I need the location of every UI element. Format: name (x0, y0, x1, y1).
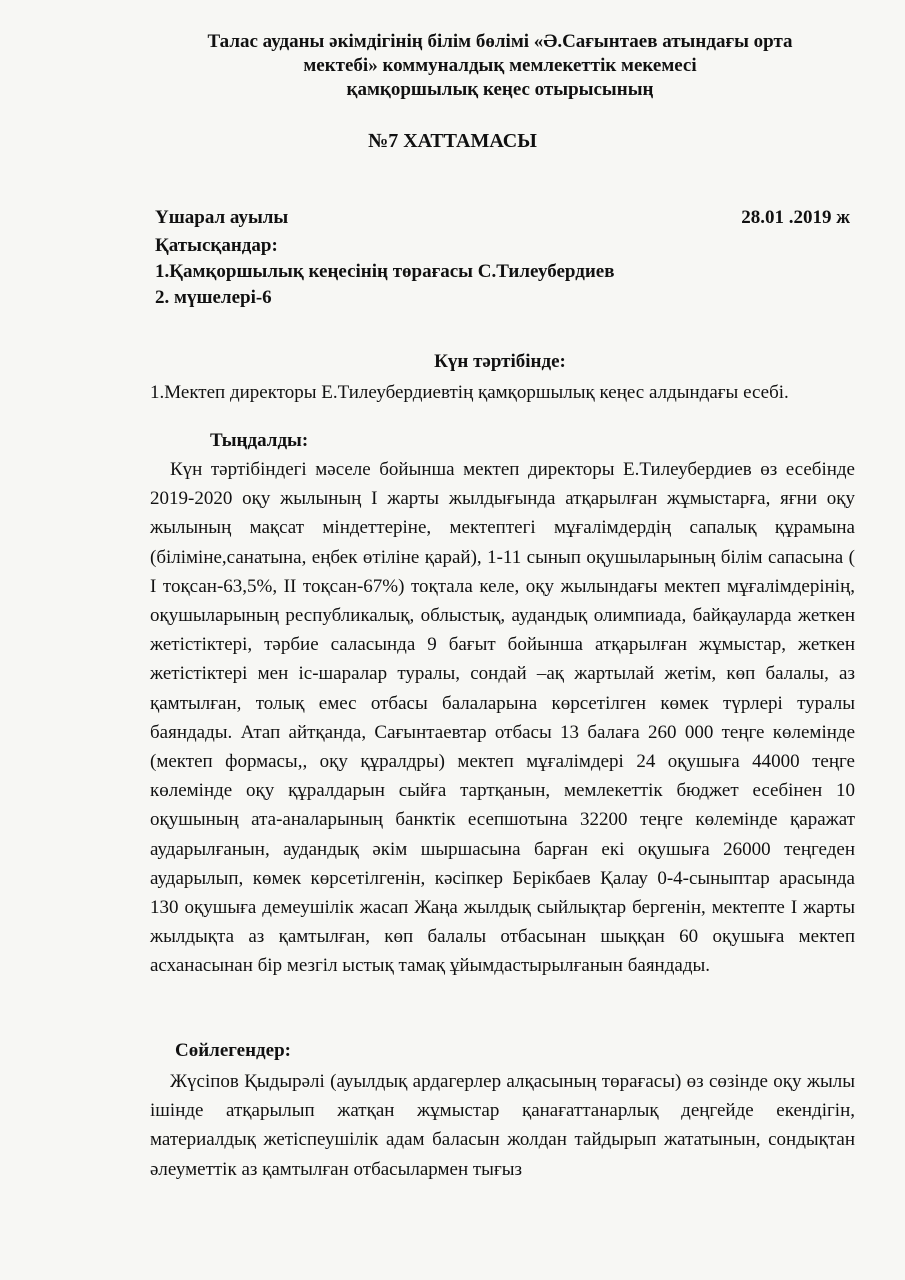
speakers-paragraph: Жүсіпов Қыдырәлі (ауылдық ардагерлер алқасының төрағасы) өз сөзінде оқу жылы ішінде атқарылып жатқан жұмыстар қанағаттанарлық деңгейде екендігін, материалдық жетіспеушілік адам баласын жолдан тайдырып жататынын, сондықтан әлеуметтік аз қамтылған отбасылармен тығыз (150, 1071, 855, 1180)
participants-label: Қатысқандар: (155, 235, 278, 256)
participant-chairman: 1.Қамқоршылық кеңесінің төрағасы С.Тилеубердиев (155, 261, 615, 282)
heard-paragraph: Күн тәртібіндегі мәселе бойынша мектеп директоры Е.Тилеубердиев өз есебінде 2019-2020 оқу жылының І жарты жылдығында атқарылған жұмыстарға, яғни оқу жылының мақсат міндеттеріне, мектептегі мұғалімдердің сапалық құрамына (біліміне,санатына, еңбек өтіліне қарай), 1-11 сынып оқушыларының білім сапасына ( І тоқсан-63,5%, ІІ тоқсан-67%) тоқтала келе, оқу жылындағы мектеп мұғалімдерінің, оқушыларының республикалық, облыстық, аудандық олимпиада, байқауларда жеткен жетістіктері, тәрбие саласында 9 бағыт бойынша атқарылған жұмыстар, жеткен жетістіктері мен іс-шаралар туралы, сондай –ақ жартылай жетім, көп балалы, аз қамтылған, толық емес отбасы балаларына көрсетілген көмек түрлері туралы баяндады. Атап айтқанда, Сағынтаевтар отбасы 13 балаға 260 000 теңге көлемінде (мектеп формасы,, оқу құралдры) мектеп мұғалімдері 24 оқушыға 44000 теңге көлемінде оқу құралдарын сыйға тартқанын, мемлекеттік бюджет есебінен 10 оқушының ата-аналарының банктік есепшотына 32200 теңге көлемінде қаражат аударылғанын, аудандық әкім шыршасына барған екі оқушыға 26000 теңгеден аударылып, көмек көрсетілгенін, кәсіпкер Берікбаев Қалау 0-4-сыныптар арасында 130 оқушыға демеушілік жасап Жаңа жылдық сыйлықтар бергенін, мектепте І жарты жылдықта аз қамтылған, көп балалы отбасынан шыққан 60 оқушыға мектеп асханасынан бір мезгіл ыстық тамақ ұйымдастырылғанын баяндады. (150, 459, 855, 977)
meeting-date: 28.01 .2019 ж (741, 207, 850, 228)
protocol-number: №7 ХАТТАМАСЫ (368, 130, 537, 152)
title-line-1: Талас ауданы әкімдігінің білім бөлімі «Ә.Сағынтаев атындағы орта (207, 31, 793, 52)
document-title (140, 30, 860, 102)
agenda-heading: Күн тәртібінде: (434, 351, 566, 372)
village-name: Үшарал ауылы (155, 207, 289, 228)
participant-members: 2. мүшелері-6 (155, 287, 272, 308)
title-line-2: мектебі» коммуналдық мемлекеттік мекемесі (303, 55, 697, 76)
title-line-3: қамқоршылық кеңес отырысының (346, 79, 654, 100)
heard-heading: Тыңдалды: (210, 430, 309, 451)
speakers-heading: Сөйлегендер: (175, 1040, 291, 1061)
participants-block (155, 233, 615, 311)
agenda-item: 1.Мектеп директоры Е.Тилеубердиевтің қамқоршылық кеңес алдындағы есебі. (150, 382, 789, 403)
